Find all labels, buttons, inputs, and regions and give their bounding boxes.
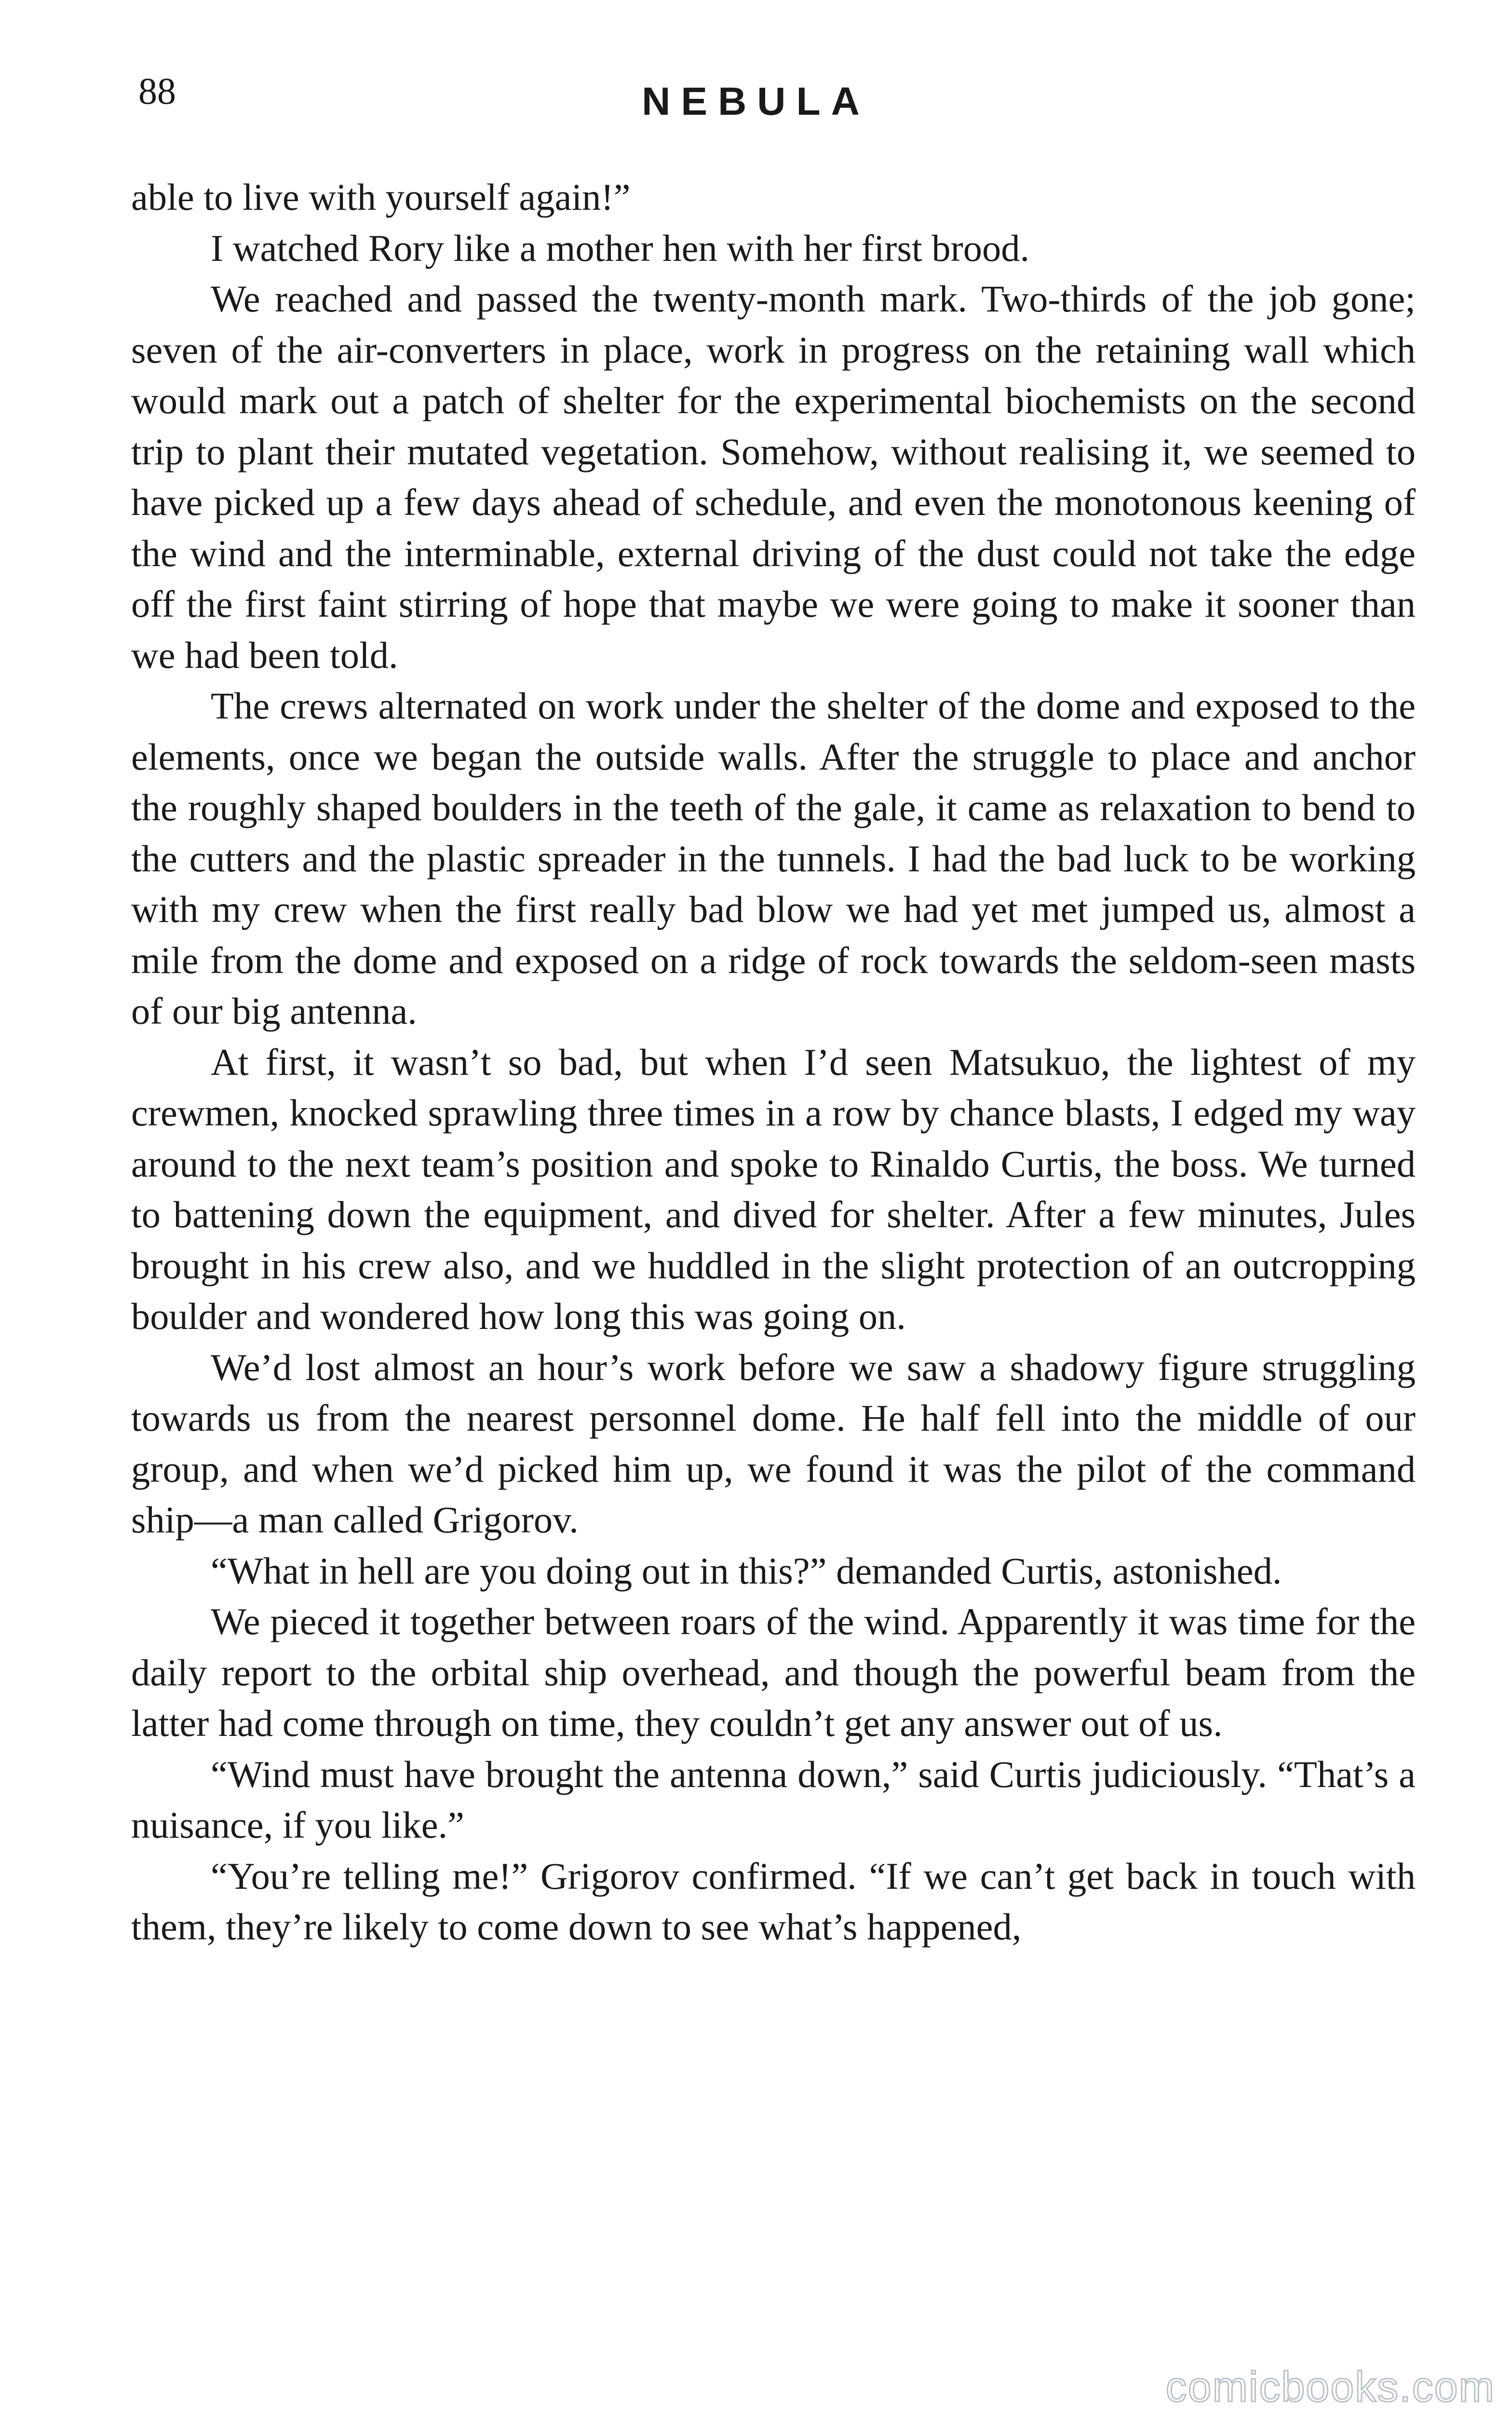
paragraph: able to live with yourself again!” <box>131 176 631 218</box>
paragraph: “What in hell are you doing out in this?” demanded Curtis, astonished. <box>211 1549 1282 1592</box>
paragraph: At first, it wasn’t so bad, but when I’d seen Matsukuo, the lightest of my crewmen, knocked sprawling three times in a row by chance blasts, I edged my way around to the next team’s position and spoke to Rinaldo Curtis, the boss. We turned to battening down the equipment, and dived for shelter. After a few minutes, Jules brought in his crew also, and we huddled in the slight protection of an outcropping boulder and wondered how long this was going on. <box>131 1041 1416 1337</box>
paragraph: The crews alternated on work under the shelter of the dome and exposed to the elements, once we began the outside walls. After the struggle to place and anchor the roughly shaped boulders in the teeth of the gale, it came as relaxation to bend to the cutters and the plastic spreader in the tunnels. I had the bad luck to be working with my crew when the first really bad blow we had yet met jumped us, almost a mile from the dome and exposed on a ridge of rock towards the seldom-seen masts of our big antenna. <box>131 685 1416 1032</box>
body-text <box>131 172 1416 1952</box>
paragraph: We reached and passed the twenty-month mark. Two-thirds of the job gone; seven of the air-converters in place, work in progress on the retaining wall which would mark out a patch of shelter for the experimental biochemists on the second trip to plant their mutated vegetation. Somehow, without realising it, we seemed to have picked up a few days ahead of schedule, and even the monotonous keening of the wind and the interminable, external driving of the dust could not take the edge off the first faint stirring of hope that maybe we were going to make it sooner than we had been told. <box>131 278 1416 676</box>
paragraph: “Wind must have brought the antenna down,” said Curtis judiciously. “That’s a nuisance, if you like.” <box>131 1753 1416 1846</box>
paragraph: “You’re telling me!” Grigorov confirmed. “If we can’t get back in touch with them, they’re likely to come down to see what’s happened, <box>131 1855 1416 1948</box>
running-title: NEBULA <box>642 80 870 123</box>
paragraph: We pieced it together between roars of the wind. Apparently it was time for the daily report to the orbital ship overhead, and though the powerful beam from the latter had come through on time, they couldn’t get any answer out of us. <box>131 1600 1416 1744</box>
watermark: comicbooks.com <box>1165 2363 1495 2411</box>
paragraph: I watched Rory like a mother hen with her first brood. <box>211 227 1030 269</box>
page-number: 88 <box>138 70 176 112</box>
paragraph: We’d lost almost an hour’s work before we saw a shadowy figure struggling towards us from the nearest personnel dome. He half fell into the middle of our group, and when we’d picked him up, we found it was the pilot of the command ship—a man called Grigorov. <box>131 1346 1416 1541</box>
